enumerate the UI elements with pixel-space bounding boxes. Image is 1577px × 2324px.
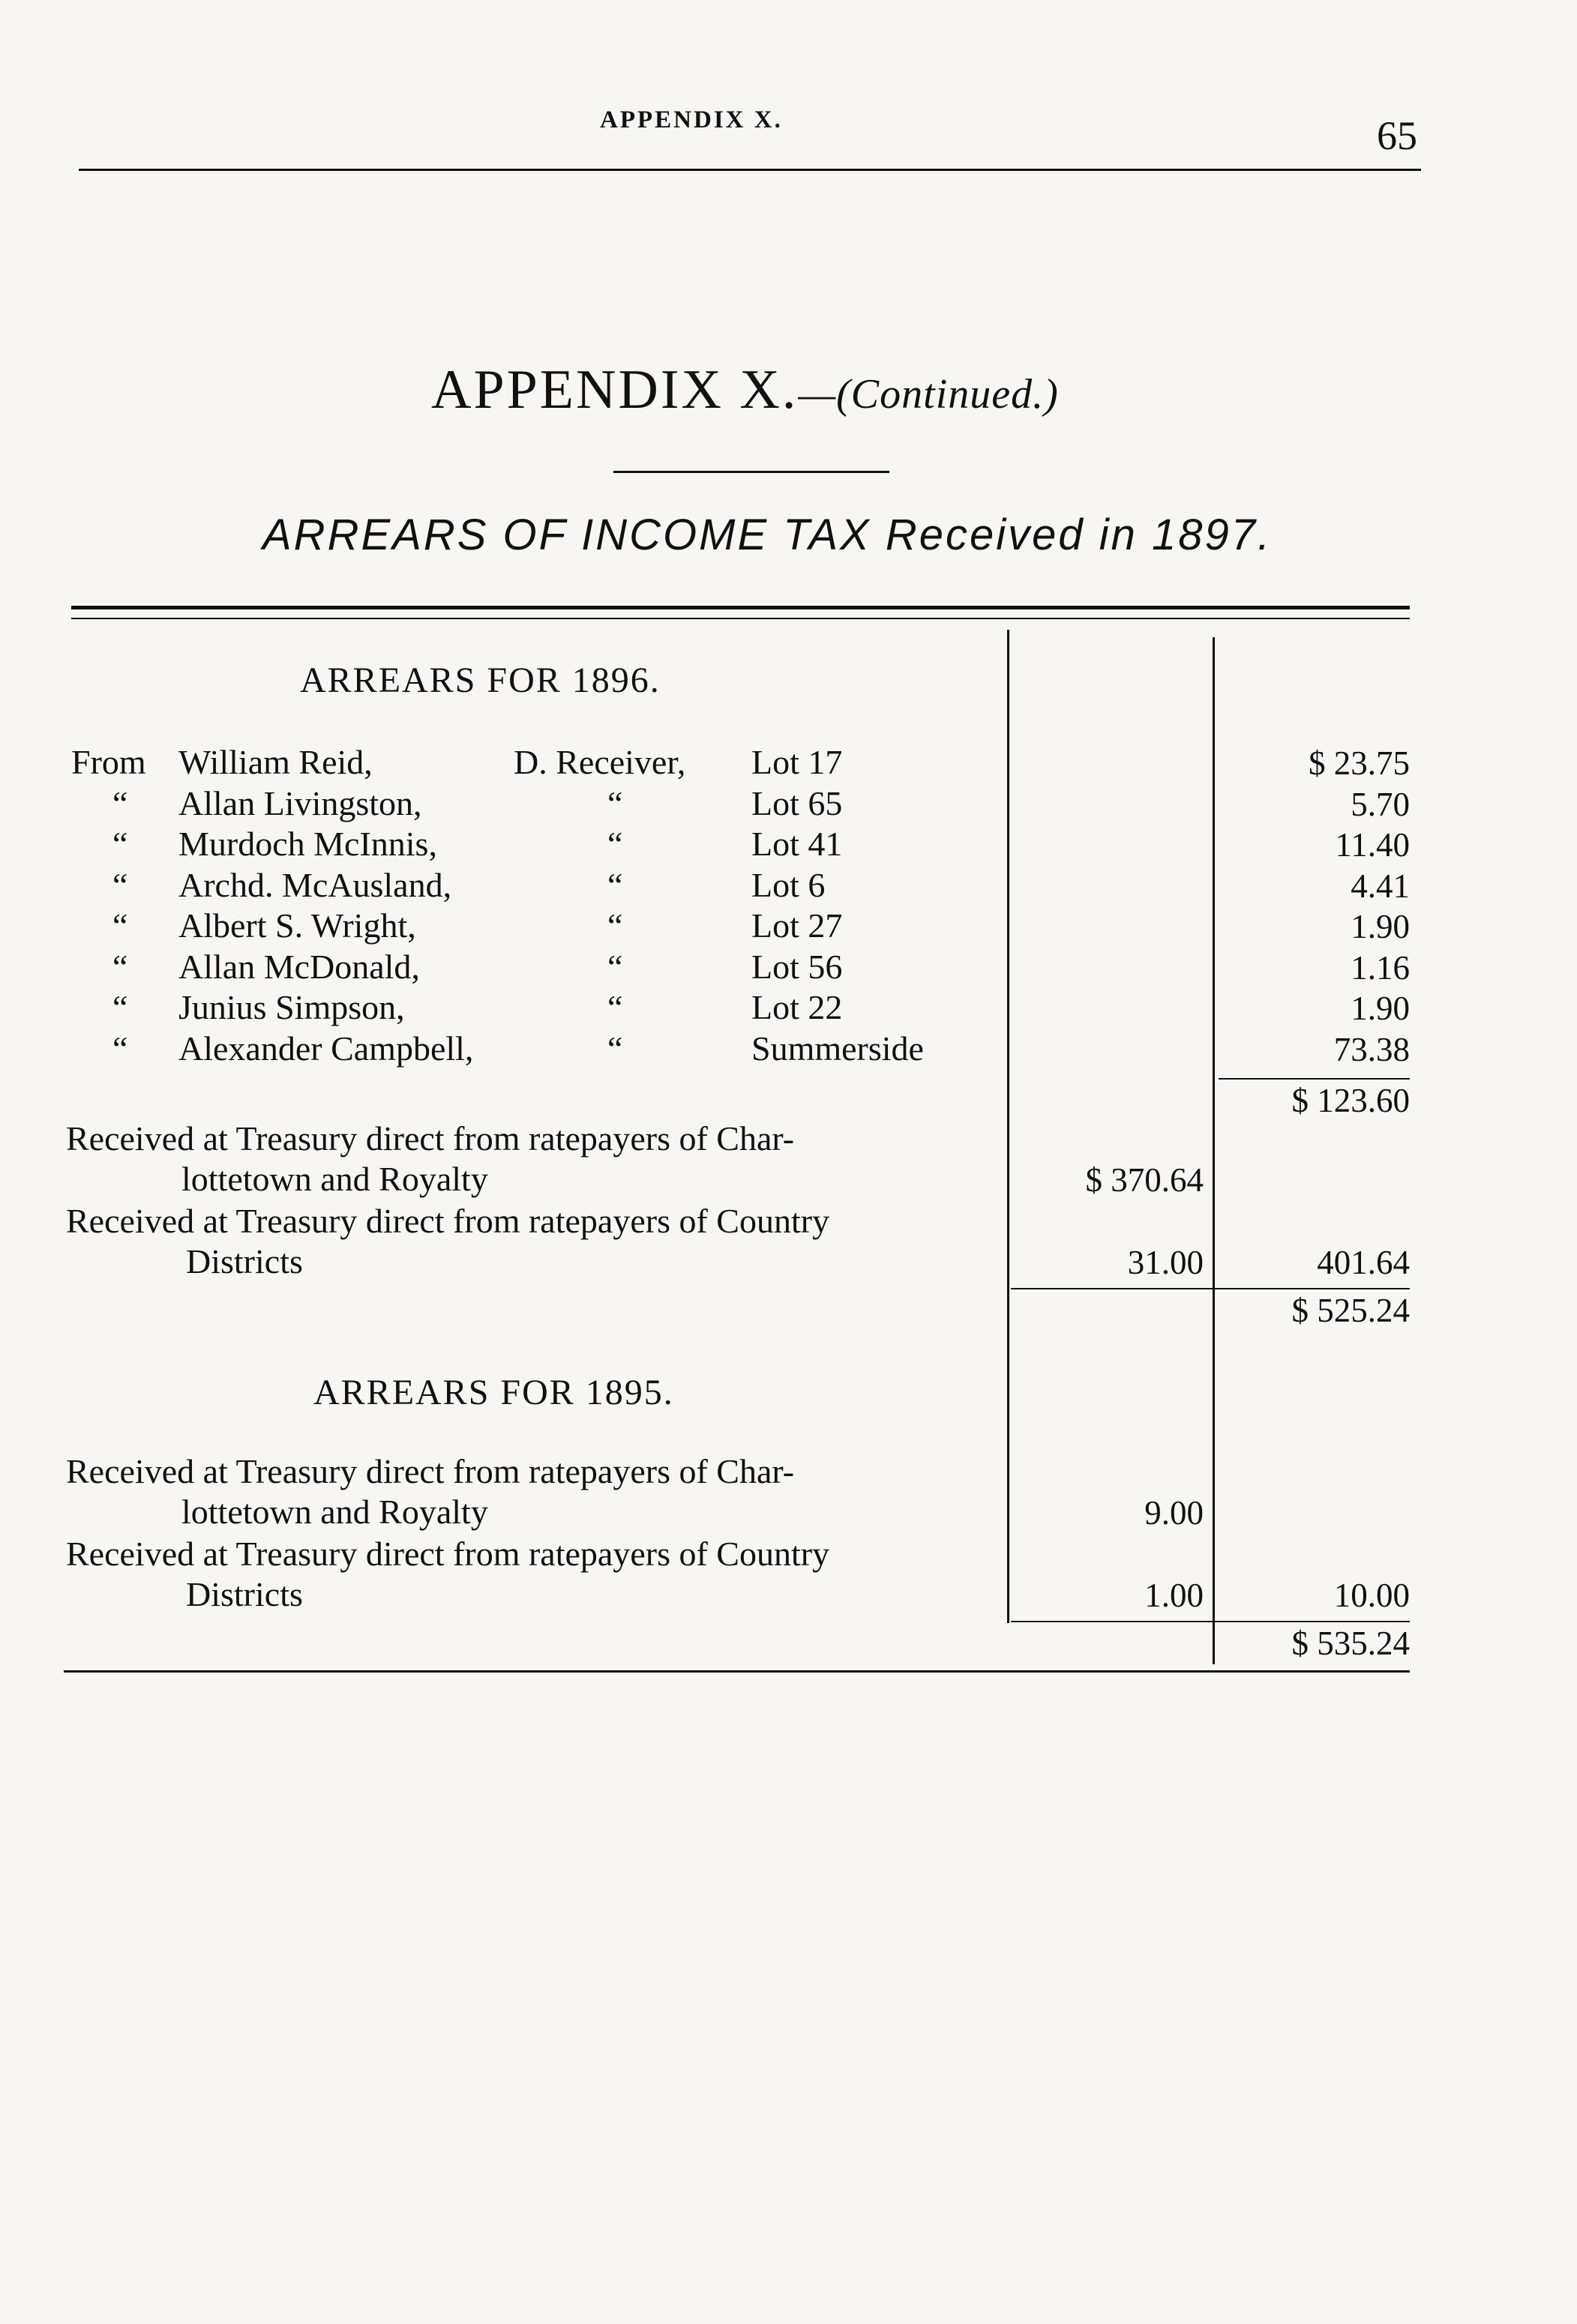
receiver-prefix: “ — [112, 866, 128, 904]
receivers-subtotal: $ 123.60 — [1291, 1082, 1410, 1119]
title-rule — [613, 471, 889, 473]
receiver-name: Archd. McAusland, — [178, 866, 452, 904]
subtotal-rule — [1219, 1078, 1410, 1080]
subtitle: ARREARS OF INCOME TAX Received in 1897. — [262, 511, 1273, 559]
treasury-city-1895-amount: 9.00 — [1144, 1494, 1204, 1532]
receiver-role: “ — [607, 906, 623, 945]
total-1895: $ 535.24 — [1291, 1625, 1410, 1662]
receiver-lot: Lot 27 — [751, 906, 843, 945]
table-bottom-rule — [64, 1670, 1410, 1673]
treasury-sum-1895: 10.00 — [1333, 1577, 1410, 1614]
receiver-name: William Reid, — [178, 743, 373, 781]
receiver-name: Alexander Campbell, — [178, 1029, 474, 1068]
receiver-lot: Lot 41 — [751, 825, 843, 863]
receiver-lot: Lot 6 — [751, 866, 826, 904]
receiver-lot: Lot 65 — [751, 784, 843, 822]
receiver-lot: Summerside — [751, 1029, 924, 1068]
receiver-name: Allan Livingston, — [178, 784, 422, 822]
receiver-lot: Lot 17 — [751, 743, 843, 781]
treasury-city-1896-amount: $ 370.64 — [1085, 1161, 1204, 1199]
receiver-name: Murdoch McInnis, — [178, 825, 437, 863]
treasury-country-1896-amount: 31.00 — [1127, 1244, 1204, 1281]
receiver-prefix: “ — [112, 906, 128, 945]
header-rule — [79, 169, 1421, 171]
receiver-role: “ — [607, 988, 623, 1026]
receiver-amount: 1.90 — [1351, 908, 1410, 945]
receiver-prefix: “ — [112, 784, 128, 822]
treasury-city-1895-line1: Received at Treasury direct from ratepayers of Char- — [66, 1452, 795, 1490]
receiver-name: Albert S. Wright, — [178, 906, 416, 945]
receiver-role: “ — [607, 825, 623, 863]
receiver-amount: 1.90 — [1351, 990, 1410, 1027]
treasury-country-1895-amount: 1.00 — [1144, 1577, 1204, 1614]
running-head: APPENDIX X. — [600, 106, 783, 133]
section-heading-1896: ARREARS FOR 1896. — [300, 660, 661, 700]
treasury-city-1896-line1: Received at Treasury direct from ratepayers of Char- — [66, 1119, 795, 1158]
page-number: 65 — [1377, 113, 1417, 158]
receiver-role: “ — [607, 1029, 623, 1068]
receiver-amount: 73.38 — [1333, 1031, 1410, 1068]
receiver-lot: Lot 22 — [751, 988, 843, 1026]
treasury-country-1896-line2: Districts — [186, 1242, 303, 1280]
receiver-role: “ — [607, 948, 623, 986]
receiver-prefix: “ — [112, 948, 128, 986]
title-main: APPENDIX X. — [431, 359, 799, 421]
table-top-rule-thin — [71, 618, 1410, 619]
receiver-name: Junius Simpson, — [178, 988, 405, 1026]
total-rule-1896 — [1011, 1288, 1410, 1289]
receiver-name: Allan McDonald, — [178, 948, 420, 986]
treasury-city-1896-line2: lottetown and Royalty — [181, 1160, 488, 1198]
treasury-country-1896-line1: Received at Treasury direct from ratepayers of Country — [66, 1202, 830, 1240]
table-top-rule-thick — [71, 606, 1410, 609]
receiver-amount: 1.16 — [1351, 949, 1410, 987]
receiver-amount: 5.70 — [1351, 786, 1410, 823]
page-title — [431, 358, 1059, 422]
treasury-country-1895-line1: Received at Treasury direct from ratepayers of Country — [66, 1535, 830, 1573]
receiver-prefix: “ — [112, 988, 128, 1026]
title-continued: —(Continued.) — [798, 371, 1059, 418]
treasury-country-1895-line2: Districts — [186, 1575, 303, 1613]
receiver-amount: 4.41 — [1351, 867, 1410, 905]
receiver-amount: $ 23.75 — [1309, 744, 1410, 782]
receiver-role: D. Receiver, — [514, 743, 686, 781]
column-rule-left — [1007, 630, 1009, 1623]
receiver-prefix: From — [71, 743, 146, 781]
receiver-amount: 11.40 — [1335, 826, 1410, 864]
receiver-role: “ — [607, 866, 623, 904]
receiver-prefix: “ — [112, 825, 128, 863]
receiver-lot: Lot 56 — [751, 948, 843, 986]
treasury-city-1895-line2: lottetown and Royalty — [181, 1493, 488, 1531]
receiver-prefix: “ — [112, 1029, 128, 1068]
total-1896: $ 525.24 — [1291, 1292, 1410, 1329]
section-heading-1895: ARREARS FOR 1895. — [313, 1373, 674, 1412]
total-rule-1895 — [1011, 1621, 1410, 1622]
receiver-role: “ — [607, 784, 623, 822]
treasury-sum-1896: 401.64 — [1317, 1244, 1410, 1281]
